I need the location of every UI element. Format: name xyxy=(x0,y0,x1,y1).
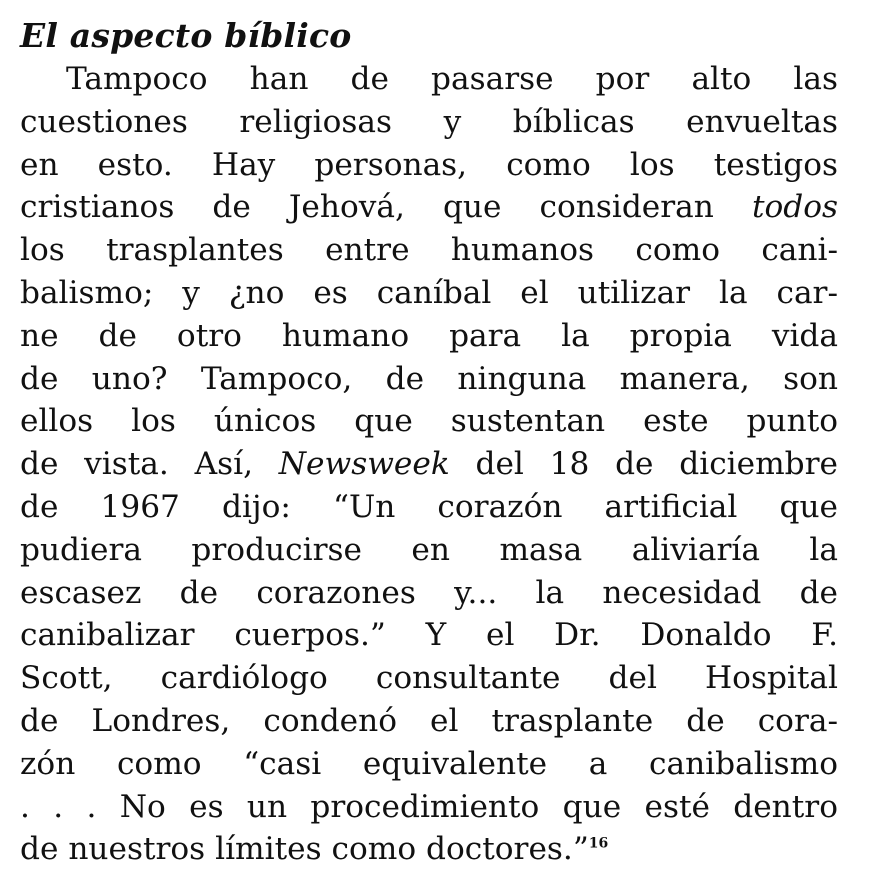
article-page xyxy=(20,14,838,871)
paragraph-line: en esto. Hay personas, como los testigos xyxy=(20,146,838,183)
section-heading: El aspecto bíblico xyxy=(20,16,352,55)
paragraph-line: escasez de corazones y... la necesidad de xyxy=(20,574,838,611)
paragraph-line: balismo; y ¿no es caníbal el utilizar la car- xyxy=(20,274,838,311)
paragraph-line: de 1967 dijo: “Un corazón artificial que xyxy=(20,488,838,525)
paragraph-line: zón como “casi equivalente a canibalismo xyxy=(20,745,838,782)
line-text: cristianos de Jehová, que consideran xyxy=(20,189,752,226)
footnote-marker: 16 xyxy=(588,835,609,852)
paragraph-line xyxy=(20,186,838,229)
line-text: de vista. Así, xyxy=(20,446,279,483)
paragraph-line xyxy=(20,443,838,486)
paragraph-line: Scott, cardiólogo consultante del Hospital xyxy=(20,660,838,697)
paragraph-line: canibalizar cuerpos.” Y el Dr. Donaldo F. xyxy=(20,617,838,654)
paragraph-line xyxy=(20,828,838,871)
publication-title: Newsweek xyxy=(278,446,450,483)
line-text: de nuestros límites como doctores.” xyxy=(20,831,589,868)
paragraph-line: pudiera producirse en masa aliviaría la xyxy=(20,531,838,568)
paragraph-line: Tampoco han de pasarse por alto las xyxy=(66,61,838,97)
article-paragraph xyxy=(20,58,838,871)
paragraph-line: ne de otro humano para la propia vida xyxy=(20,317,838,354)
emphasis-todos: todos xyxy=(751,189,838,226)
paragraph-line: cuestiones religiosas y bíblicas envueltas xyxy=(20,103,838,140)
line-text: del 18 de diciembre xyxy=(449,446,838,483)
paragraph-line: de Londres, condenó el trasplante de cora- xyxy=(20,702,838,739)
paragraph-line: los trasplantes entre humanos como cani- xyxy=(20,232,838,269)
paragraph-line: ellos los únicos que sustentan este punto xyxy=(20,403,838,440)
paragraph-line: de uno? Tampoco, de ninguna manera, son xyxy=(20,360,838,397)
paragraph-line: . . . No es un procedimiento que esté dentro xyxy=(20,788,838,825)
